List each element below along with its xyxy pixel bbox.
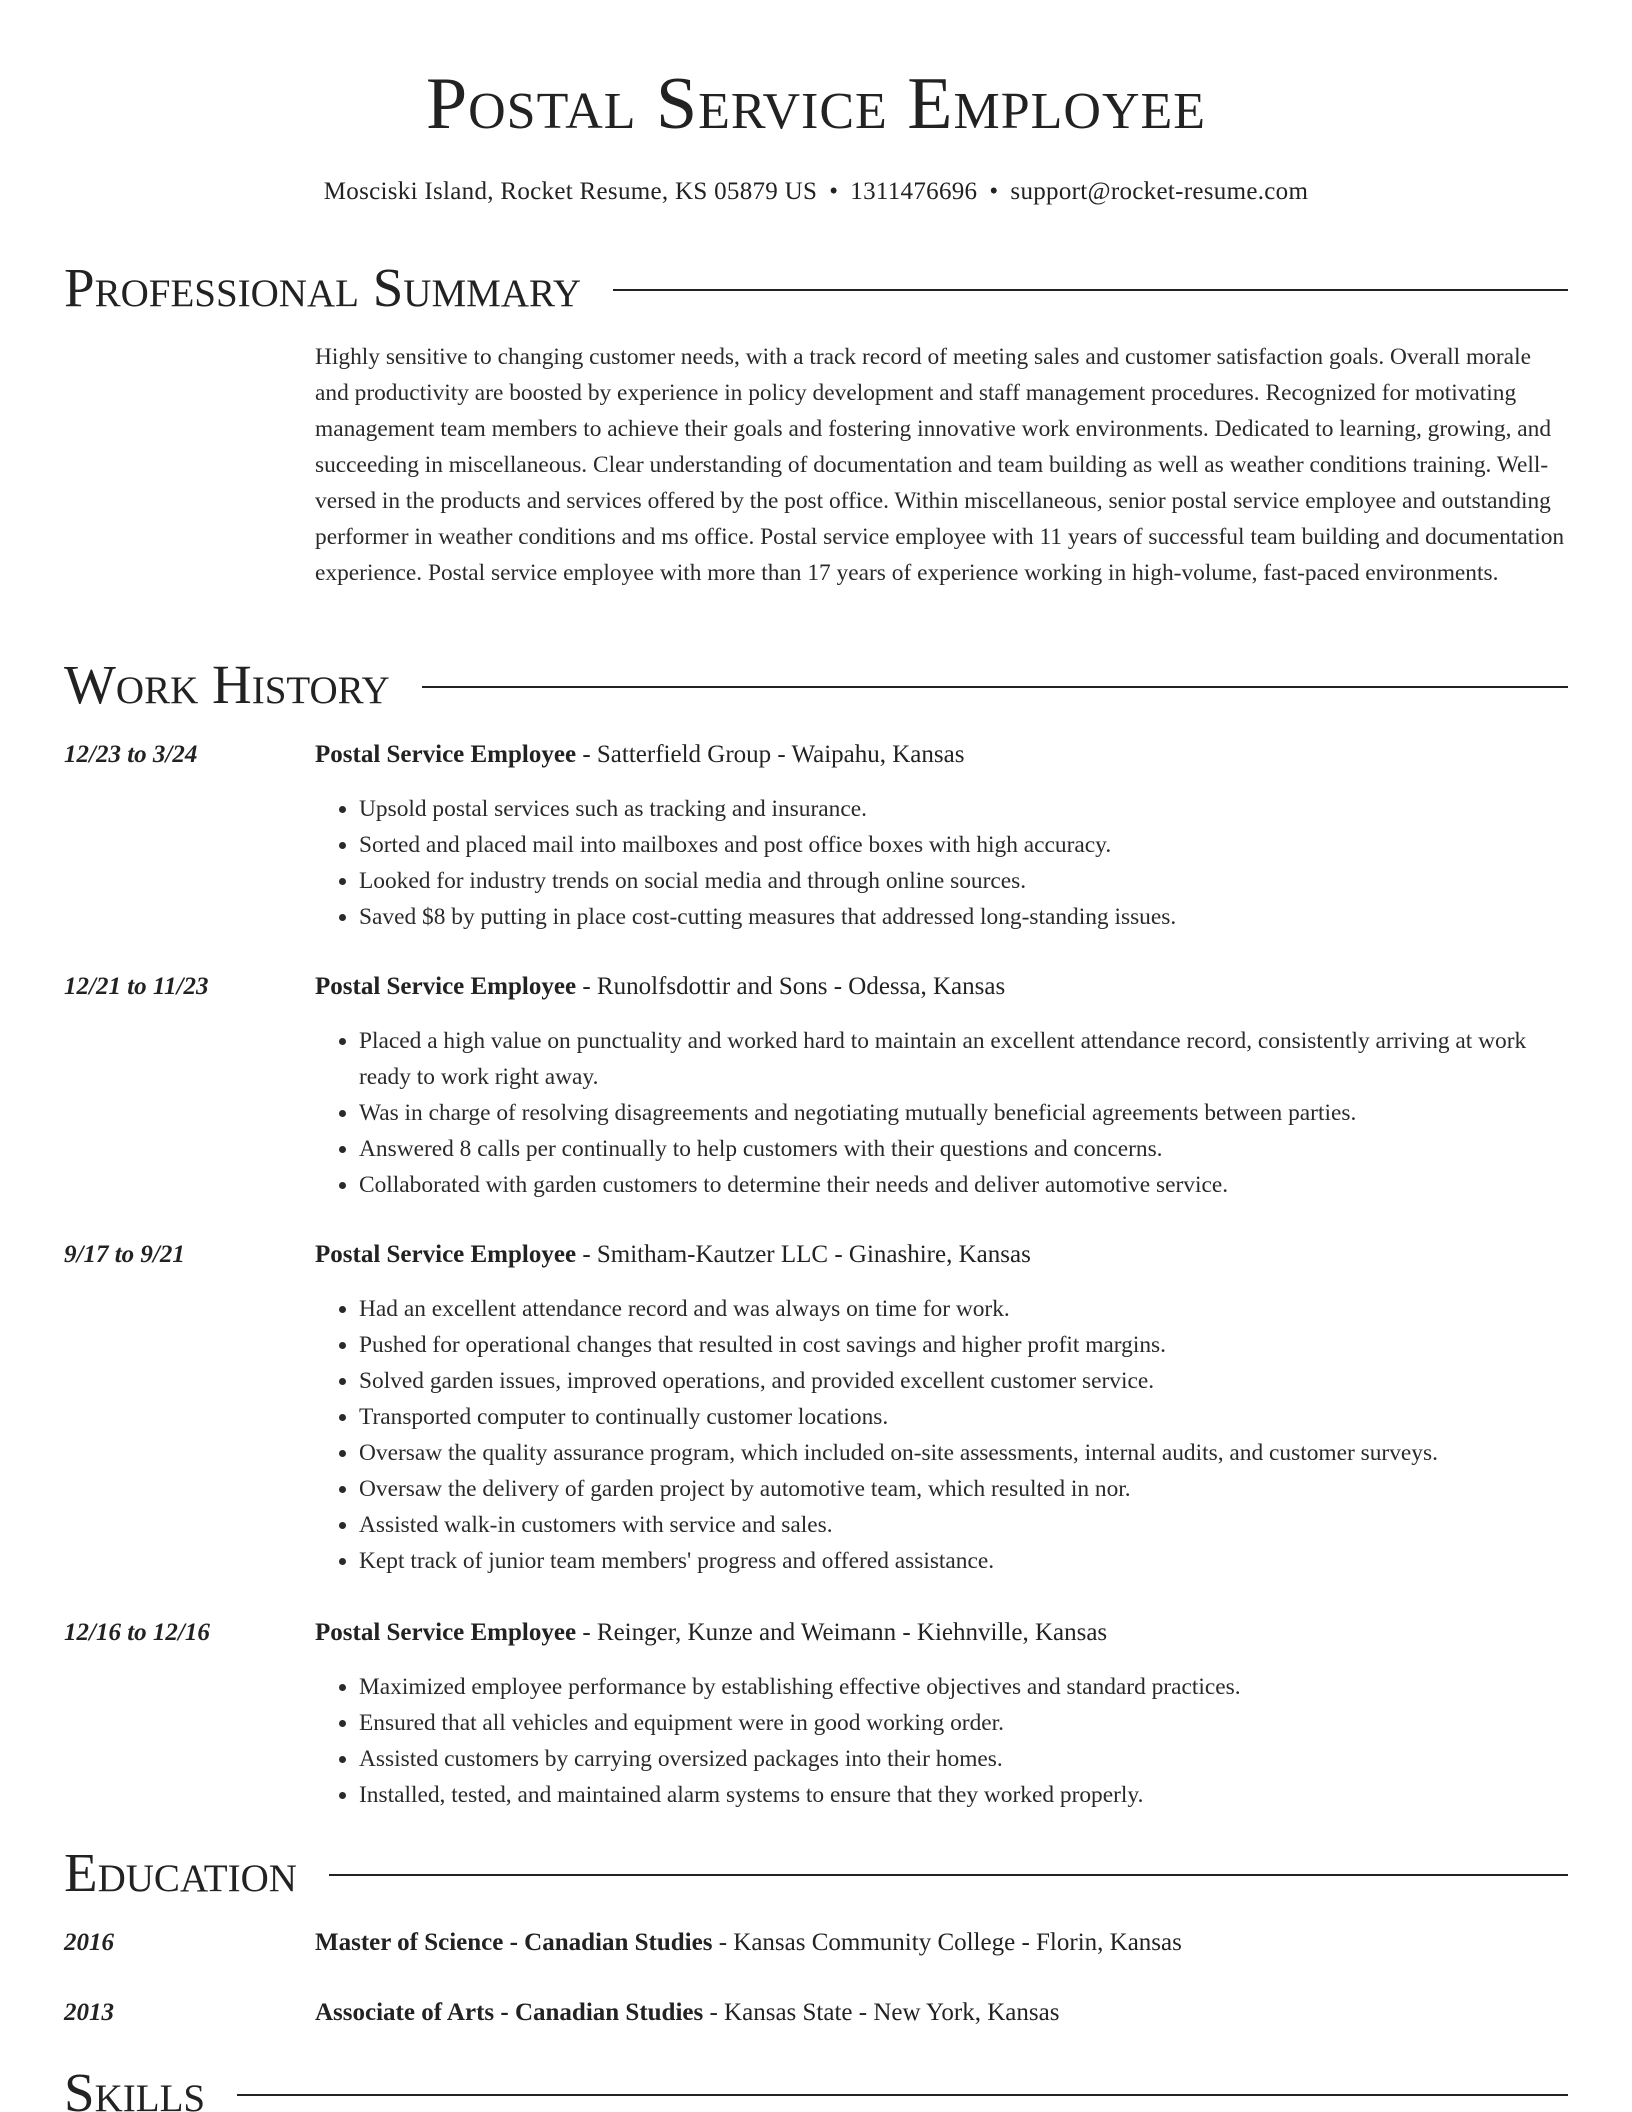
section-divider bbox=[237, 2094, 1568, 2096]
job-role: Postal Service Employee bbox=[315, 1619, 577, 1646]
section-title: Work History bbox=[64, 654, 390, 715]
job-heading bbox=[315, 737, 1568, 773]
job-details: - Smitham-Kautzer LLC - Ginashire, Kansas bbox=[576, 1241, 1031, 1268]
job-bullets bbox=[315, 1291, 1568, 1579]
job-bullet: • Was in charge of resolving disagreements and negotiating mutually beneficial agreements between parties. bbox=[359, 1095, 1568, 1131]
section-divider bbox=[422, 686, 1568, 688]
contact-phone: 1311476696 bbox=[850, 178, 978, 205]
job-details: - Runolfsdottir and Sons - Odessa, Kansas bbox=[576, 973, 1006, 1000]
job-bullet: • Looked for industry trends on social media and through online sources. bbox=[359, 863, 1568, 899]
education-details: - Kansas Community College - Florin, Kansas bbox=[712, 1929, 1182, 1956]
job-bullets bbox=[315, 1023, 1568, 1203]
job-heading bbox=[315, 1615, 1568, 1651]
summary-text: Highly sensitive to changing customer needs, with a track record of meeting sales and customer satisfaction goals. Overall morale and productivity are boosted by experience in policy development and staff management procedures. Recognized for motivating management team members to achieve their goals and fostering innovative work environments. Dedicated to learning, growing, and succeeding in miscellaneous. Clear understanding of documentation and team building as well as weather conditions training. Well-versed in the products and services offered by the post office. Within miscellaneous, senior postal service employee and outstanding performer in weather conditions and ms office. Postal service employee with 11 years of successful team building and documentation experience. Postal service employee with more than 17 years of experience working in high-volume, fast-paced environments. bbox=[315, 344, 1565, 586]
education-heading bbox=[315, 1925, 1568, 1961]
contact-separator: • bbox=[989, 178, 999, 205]
section-work-header bbox=[64, 653, 1568, 717]
job-dates: 12/23 to 3/24 bbox=[64, 741, 198, 768]
job-bullet: • Answered 8 calls per continually to help customers with their questions and concerns. bbox=[359, 1131, 1568, 1167]
job-bullet: • Collaborated with garden customers to determine their needs and deliver automotive service. bbox=[359, 1167, 1568, 1203]
contact-address: Mosciski Island, Rocket Resume, KS 05879 US bbox=[323, 178, 818, 205]
job-bullet: • Assisted customers by carrying oversized packages into their homes. bbox=[359, 1741, 1568, 1777]
section-divider bbox=[329, 1874, 1568, 1876]
job-details: - Satterfield Group - Waipahu, Kansas bbox=[576, 741, 965, 768]
education-details: - Kansas State - New York, Kansas bbox=[703, 1999, 1060, 2026]
section-title: Professional Summary bbox=[64, 257, 582, 318]
resume-name: Postal Service Employee bbox=[425, 63, 1207, 145]
job-bullet: • Pushed for operational changes that resulted in cost savings and higher profit margins. bbox=[359, 1327, 1568, 1363]
job-bullet: • Transported computer to continually customer locations. bbox=[359, 1399, 1568, 1435]
section-education-header bbox=[64, 1841, 1568, 1905]
job-bullet: • Maximized employee performance by establishing effective objectives and standard practices. bbox=[359, 1669, 1568, 1705]
job-details: - Reinger, Kunze and Weimann - Kiehnville, Kansas bbox=[576, 1619, 1108, 1646]
job-heading bbox=[315, 969, 1568, 1005]
job-heading bbox=[315, 1237, 1568, 1273]
job-bullet: • Upsold postal services such as tracking and insurance. bbox=[359, 791, 1568, 827]
job-role: Postal Service Employee bbox=[315, 741, 577, 768]
job-bullet: • Had an excellent attendance record and was always on time for work. bbox=[359, 1291, 1568, 1327]
section-skills-header bbox=[64, 2061, 1568, 2112]
job-bullet: • Placed a high value on punctuality and worked hard to maintain an excellent attendance record, consistently arriving at work ready to work right away. bbox=[359, 1023, 1568, 1095]
job-bullet: • Oversaw the quality assurance program, which included on-site assessments, internal audits, and customer surveys. bbox=[359, 1435, 1568, 1471]
contact-email: support@rocket-resume.com bbox=[1010, 178, 1309, 205]
job-dates: 12/21 to 11/23 bbox=[64, 973, 209, 1000]
section-divider bbox=[613, 289, 1568, 291]
education-heading bbox=[315, 1995, 1568, 2031]
contact-separator: • bbox=[829, 178, 839, 205]
job-bullet: • Ensured that all vehicles and equipment were in good working order. bbox=[359, 1705, 1568, 1741]
job-bullet: • Sorted and placed mail into mailboxes and post office boxes with high accuracy. bbox=[359, 827, 1568, 863]
job-bullet: • Assisted walk-in customers with service and sales. bbox=[359, 1507, 1568, 1543]
job-bullet: • Saved $8 by putting in place cost-cutting measures that addressed long-standing issues. bbox=[359, 899, 1568, 935]
job-bullet: • Kept track of junior team members' progress and offered assistance. bbox=[359, 1543, 1568, 1579]
job-bullet: • Installed, tested, and maintained alarm systems to ensure that they worked properly. bbox=[359, 1777, 1568, 1813]
education-year: 2013 bbox=[64, 1999, 114, 2026]
job-bullets bbox=[315, 1669, 1568, 1813]
job-bullets bbox=[315, 791, 1568, 935]
job-role: Postal Service Employee bbox=[315, 973, 577, 1000]
education-year: 2016 bbox=[64, 1929, 114, 1956]
section-summary-header bbox=[64, 256, 1568, 320]
job-dates: 9/17 to 9/21 bbox=[64, 1241, 185, 1268]
job-bullet: • Solved garden issues, improved operations, and provided excellent customer service. bbox=[359, 1363, 1568, 1399]
section-title: Education bbox=[64, 1842, 297, 1903]
education-degree: Associate of Arts - Canadian Studies bbox=[315, 1999, 704, 2026]
section-title: Skills bbox=[64, 2062, 206, 2112]
job-bullet: • Oversaw the delivery of garden project by automotive team, which resulted in nor. bbox=[359, 1471, 1568, 1507]
education-degree: Master of Science - Canadian Studies bbox=[315, 1929, 713, 1956]
contact-line bbox=[0, 175, 1632, 209]
job-dates: 12/16 to 12/16 bbox=[64, 1619, 210, 1646]
job-role: Postal Service Employee bbox=[315, 1241, 577, 1268]
